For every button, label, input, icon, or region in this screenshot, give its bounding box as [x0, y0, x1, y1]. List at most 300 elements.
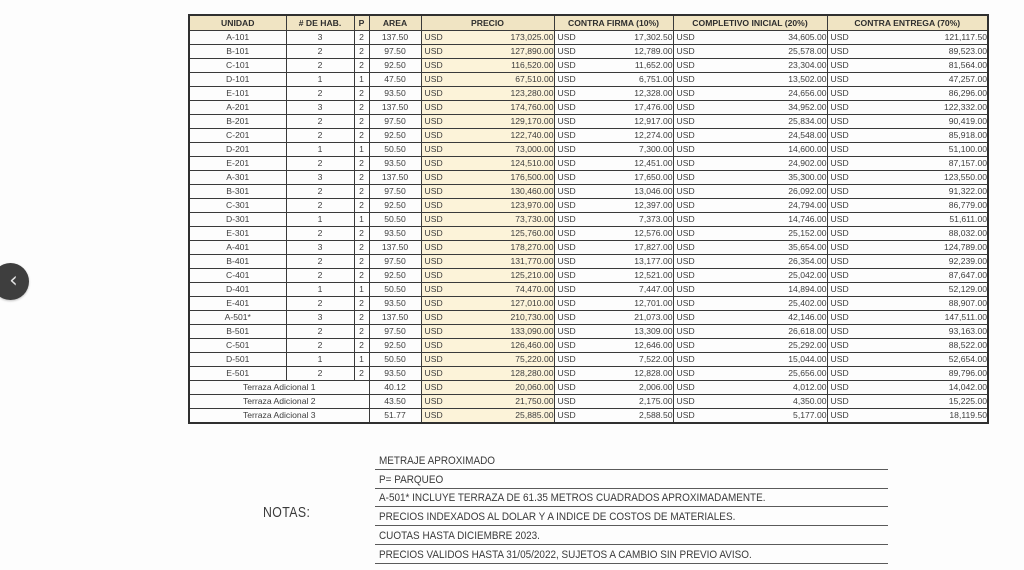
cell-completivo-inicial	[673, 311, 827, 325]
currency-label: USD	[424, 242, 443, 252]
currency-label: USD	[676, 102, 695, 112]
currency-label: USD	[424, 186, 443, 196]
cell-area: 50.50	[369, 213, 421, 227]
amount-value: 2,588.50	[639, 410, 673, 420]
cell-precio	[421, 73, 554, 87]
cell-contra-firma	[554, 213, 673, 227]
currency-label: USD	[424, 312, 443, 322]
currency-label: USD	[830, 284, 849, 294]
cell-contra-entrega	[827, 129, 988, 143]
cell-completivo-inicial	[673, 157, 827, 171]
cell-parqueo: 1	[354, 283, 369, 297]
cell-parqueo: 1	[354, 73, 369, 87]
cell-contra-entrega	[827, 31, 988, 45]
amount-value: 35,300.00	[788, 172, 827, 182]
cell-contra-firma	[554, 199, 673, 213]
cell-hab: 3	[286, 311, 354, 325]
cell-contra-firma	[554, 283, 673, 297]
cell-area: 43.50	[369, 395, 421, 409]
currency-label: USD	[557, 242, 576, 252]
cell-completivo-inicial	[673, 199, 827, 213]
amount-value: 127,010.00	[510, 298, 554, 308]
currency-label: USD	[830, 32, 849, 42]
cell-area: 92.50	[369, 129, 421, 143]
carousel-prev-button[interactable]	[0, 263, 29, 300]
cell-parqueo: 2	[354, 185, 369, 199]
amount-value: 14,600.00	[788, 144, 827, 154]
amount-value: 75,220.00	[515, 354, 554, 364]
currency-label: USD	[830, 74, 849, 84]
header-row	[189, 15, 988, 31]
cell-hab: 2	[286, 339, 354, 353]
cell-parqueo: 2	[354, 325, 369, 339]
currency-label: USD	[830, 88, 849, 98]
cell-area: 92.50	[369, 59, 421, 73]
cell-completivo-inicial	[673, 269, 827, 283]
currency-label: USD	[830, 256, 849, 266]
amount-value: 14,894.00	[788, 284, 827, 294]
table-row	[189, 59, 988, 73]
currency-label: USD	[676, 312, 695, 322]
cell-hab: 1	[286, 213, 354, 227]
currency-label: USD	[830, 214, 849, 224]
currency-label: USD	[424, 382, 443, 392]
currency-label: USD	[830, 46, 849, 56]
cell-contra-entrega	[827, 283, 988, 297]
cell-precio	[421, 129, 554, 143]
currency-label: USD	[676, 32, 695, 42]
amount-value: 4,012.00	[793, 382, 827, 392]
amount-value: 17,476.00	[634, 102, 673, 112]
cell-contra-firma	[554, 381, 673, 395]
cell-contra-firma	[554, 325, 673, 339]
note-text: METRAJE APROXIMADO	[379, 454, 496, 467]
cell-area: 50.50	[369, 353, 421, 367]
cell-contra-entrega	[827, 367, 988, 381]
cell-completivo-inicial	[673, 297, 827, 311]
cell-hab: 2	[286, 367, 354, 381]
currency-label: USD	[424, 228, 443, 238]
cell-area: 137.50	[369, 311, 421, 325]
table-row	[189, 339, 988, 353]
amount-value: 81,564.00	[948, 60, 987, 70]
cell-contra-firma	[554, 241, 673, 255]
amount-value: 42,146.00	[788, 312, 827, 322]
note-line	[375, 526, 888, 545]
cell-unidad: A-201	[189, 101, 286, 115]
cell-contra-entrega	[827, 101, 988, 115]
currency-label: USD	[676, 130, 695, 140]
cell-area: 93.50	[369, 87, 421, 101]
amount-value: 89,523.00	[948, 46, 987, 56]
amount-value: 52,129.00	[948, 284, 987, 294]
note-text: A-501* INCLUYE TERRAZA DE 61.35 METROS CUADRADOS APROXIMADAMENTE.	[379, 492, 766, 505]
amount-value: 174,760.00	[510, 102, 554, 112]
currency-label: USD	[557, 368, 576, 378]
cell-precio	[421, 367, 554, 381]
cell-area: 50.50	[369, 283, 421, 297]
table-row	[189, 325, 988, 339]
amount-value: 15,044.00	[788, 354, 827, 364]
currency-label: USD	[557, 88, 576, 98]
cell-unidad: B-301	[189, 185, 286, 199]
cell-hab: 3	[286, 171, 354, 185]
cell-area: 137.50	[369, 101, 421, 115]
amount-value: 67,510.00	[515, 74, 554, 84]
cell-area: 93.50	[369, 297, 421, 311]
currency-label: USD	[830, 410, 849, 420]
cell-completivo-inicial	[673, 143, 827, 157]
cell-parqueo: 2	[354, 31, 369, 45]
cell-completivo-inicial	[673, 115, 827, 129]
amount-value: 12,701.00	[634, 298, 673, 308]
amount-value: 13,177.00	[634, 256, 673, 266]
cell-precio	[421, 59, 554, 73]
note-line	[375, 451, 888, 470]
cell-area: 51.77	[369, 409, 421, 424]
amount-value: 20,060.00	[515, 382, 554, 392]
header-precio: PRECIO	[421, 15, 554, 31]
cell-hab: 2	[286, 59, 354, 73]
currency-label: USD	[557, 186, 576, 196]
currency-label: USD	[424, 116, 443, 126]
amount-value: 25,402.00	[788, 298, 827, 308]
cell-area: 97.50	[369, 185, 421, 199]
amount-value: 122,332.00	[943, 102, 987, 112]
note-line	[375, 545, 888, 564]
amount-value: 18,119.50	[949, 410, 987, 420]
cell-contra-firma	[554, 73, 673, 87]
amount-value: 24,902.00	[788, 158, 827, 168]
amount-value: 24,656.00	[788, 88, 827, 98]
currency-label: USD	[676, 214, 695, 224]
cell-unidad: E-401	[189, 297, 286, 311]
currency-label: USD	[557, 340, 576, 350]
cell-completivo-inicial	[673, 73, 827, 87]
currency-label: USD	[830, 158, 849, 168]
cell-contra-entrega	[827, 115, 988, 129]
amount-value: 123,970.00	[510, 200, 554, 210]
amount-value: 7,300.00	[639, 144, 673, 154]
currency-label: USD	[676, 382, 695, 392]
cell-hab: 2	[286, 227, 354, 241]
cell-area: 97.50	[369, 115, 421, 129]
currency-label: USD	[676, 256, 695, 266]
cell-unidad: C-501	[189, 339, 286, 353]
cell-hab: 2	[286, 269, 354, 283]
currency-label: USD	[424, 298, 443, 308]
amount-value: 123,550.00	[943, 172, 987, 182]
cell-contra-entrega	[827, 87, 988, 101]
amount-value: 210,730.00	[510, 312, 554, 322]
cell-unidad: B-201	[189, 115, 286, 129]
currency-label: USD	[676, 284, 695, 294]
amount-value: 35,654.00	[788, 242, 827, 252]
cell-hab: 1	[286, 353, 354, 367]
currency-label: USD	[830, 270, 849, 280]
cell-area: 137.50	[369, 31, 421, 45]
table-row	[189, 395, 988, 409]
cell-hab: 2	[286, 185, 354, 199]
amount-value: 124,510.00	[510, 158, 554, 168]
cell-parqueo: 2	[354, 129, 369, 143]
cell-area: 92.50	[369, 269, 421, 283]
cell-precio	[421, 339, 554, 353]
cell-contra-entrega	[827, 45, 988, 59]
currency-label: USD	[676, 158, 695, 168]
amount-value: 15,225.00	[948, 396, 987, 406]
currency-label: USD	[424, 214, 443, 224]
cell-parqueo: 2	[354, 101, 369, 115]
cell-precio	[421, 241, 554, 255]
cell-contra-firma	[554, 297, 673, 311]
cell-completivo-inicial	[673, 59, 827, 73]
amount-value: 12,789.00	[634, 46, 673, 56]
cell-area: 92.50	[369, 199, 421, 213]
currency-label: USD	[557, 326, 576, 336]
cell-contra-firma	[554, 101, 673, 115]
table-row	[189, 171, 988, 185]
currency-label: USD	[557, 228, 576, 238]
cell-area: 137.50	[369, 171, 421, 185]
currency-label: USD	[424, 270, 443, 280]
amount-value: 125,210.00	[510, 270, 554, 280]
cell-contra-firma	[554, 115, 673, 129]
amount-value: 12,397.00	[634, 200, 673, 210]
cell-completivo-inicial	[673, 381, 827, 395]
cell-unidad: A-401	[189, 241, 286, 255]
cell-contra-entrega	[827, 241, 988, 255]
cell-unidad: D-301	[189, 213, 286, 227]
cell-unidad: A-101	[189, 31, 286, 45]
cell-hab: 2	[286, 255, 354, 269]
amount-value: 26,618.00	[788, 326, 827, 336]
currency-label: USD	[676, 242, 695, 252]
currency-label: USD	[424, 200, 443, 210]
header-area: AREA	[369, 15, 421, 31]
table-row	[189, 185, 988, 199]
cell-contra-firma	[554, 311, 673, 325]
cell-precio	[421, 297, 554, 311]
cell-parqueo: 1	[354, 353, 369, 367]
cell-precio	[421, 87, 554, 101]
cell-contra-entrega	[827, 143, 988, 157]
currency-label: USD	[830, 354, 849, 364]
amount-value: 2,175.00	[639, 396, 673, 406]
cell-area: 137.50	[369, 241, 421, 255]
cell-unidad: C-301	[189, 199, 286, 213]
cell-unidad: E-101	[189, 87, 286, 101]
amount-value: 25,885.00	[515, 410, 554, 420]
currency-label: USD	[424, 102, 443, 112]
amount-value: 51,100.00	[948, 144, 987, 154]
cell-parqueo: 2	[354, 87, 369, 101]
cell-hab: 2	[286, 297, 354, 311]
cell-precio	[421, 283, 554, 297]
cell-contra-firma	[554, 143, 673, 157]
cell-contra-firma	[554, 339, 673, 353]
currency-label: USD	[424, 88, 443, 98]
cell-parqueo: 2	[354, 157, 369, 171]
currency-label: USD	[830, 102, 849, 112]
price-table	[188, 14, 989, 424]
header-contra-firma: CONTRA FIRMA (10%)	[554, 15, 673, 31]
table-row	[189, 213, 988, 227]
amount-value: 12,521.00	[634, 270, 673, 280]
currency-label: USD	[676, 326, 695, 336]
cell-hab: 2	[286, 129, 354, 143]
amount-value: 14,746.00	[788, 214, 827, 224]
table-row	[189, 31, 988, 45]
notes-label: NOTAS:	[263, 504, 311, 521]
header-hab: # DE HAB.	[286, 15, 354, 31]
currency-label: USD	[557, 172, 576, 182]
cell-parqueo: 2	[354, 339, 369, 353]
amount-value: 14,042.00	[948, 382, 987, 392]
amount-value: 125,760.00	[510, 228, 554, 238]
table-row	[189, 73, 988, 87]
table-row	[189, 87, 988, 101]
cell-hab: 3	[286, 101, 354, 115]
cell-completivo-inicial	[673, 395, 827, 409]
notes-list	[375, 451, 888, 564]
amount-value: 91,322.00	[948, 186, 987, 196]
amount-value: 26,354.00	[788, 256, 827, 266]
currency-label: USD	[557, 214, 576, 224]
cell-contra-firma	[554, 31, 673, 45]
amount-value: 12,646.00	[634, 340, 673, 350]
amount-value: 23,304.00	[788, 60, 827, 70]
amount-value: 173,025.00	[510, 32, 554, 42]
currency-label: USD	[676, 340, 695, 350]
amount-value: 7,522.00	[639, 354, 673, 364]
cell-area: 50.50	[369, 143, 421, 157]
table-row	[189, 269, 988, 283]
amount-value: 34,605.00	[788, 32, 827, 42]
cell-contra-firma	[554, 59, 673, 73]
amount-value: 47,257.00	[948, 74, 987, 84]
amount-value: 74,470.00	[515, 284, 554, 294]
cell-parqueo: 2	[354, 115, 369, 129]
currency-label: USD	[557, 354, 576, 364]
amount-value: 25,152.00	[788, 228, 827, 238]
table-row	[189, 199, 988, 213]
currency-label: USD	[424, 340, 443, 350]
currency-label: USD	[830, 312, 849, 322]
amount-value: 25,656.00	[788, 368, 827, 378]
cell-unidad: Terraza Adicional 3	[189, 409, 369, 424]
header-contra-entrega: CONTRA ENTREGA (70%)	[827, 15, 988, 31]
cell-hab: 3	[286, 31, 354, 45]
header-unidad: UNIDAD	[189, 15, 286, 31]
cell-contra-firma	[554, 395, 673, 409]
amount-value: 21,750.00	[515, 396, 554, 406]
amount-value: 2,006.00	[639, 382, 673, 392]
table-row	[189, 157, 988, 171]
cell-contra-firma	[554, 45, 673, 59]
currency-label: USD	[557, 46, 576, 56]
currency-label: USD	[676, 410, 695, 420]
cell-completivo-inicial	[673, 283, 827, 297]
amount-value: 122,740.00	[510, 130, 554, 140]
currency-label: USD	[830, 130, 849, 140]
cell-contra-firma	[554, 269, 673, 283]
cell-area: 93.50	[369, 157, 421, 171]
amount-value: 86,296.00	[948, 88, 987, 98]
cell-completivo-inicial	[673, 241, 827, 255]
cell-hab: 2	[286, 115, 354, 129]
currency-label: USD	[557, 410, 576, 420]
cell-contra-entrega	[827, 73, 988, 87]
cell-completivo-inicial	[673, 353, 827, 367]
cell-contra-firma	[554, 185, 673, 199]
amount-value: 25,292.00	[788, 340, 827, 350]
currency-label: USD	[830, 326, 849, 336]
amount-value: 5,177.00	[793, 410, 827, 420]
cell-contra-entrega	[827, 171, 988, 185]
currency-label: USD	[557, 298, 576, 308]
amount-value: 124,789.00	[943, 242, 987, 252]
currency-label: USD	[676, 60, 695, 70]
amount-value: 93,163.00	[948, 326, 987, 336]
cell-contra-firma	[554, 227, 673, 241]
amount-value: 4,350.00	[793, 396, 827, 406]
cell-contra-entrega	[827, 199, 988, 213]
cell-contra-entrega	[827, 297, 988, 311]
cell-completivo-inicial	[673, 87, 827, 101]
cell-parqueo: 2	[354, 171, 369, 185]
cell-unidad: Terraza Adicional 2	[189, 395, 369, 409]
cell-unidad: B-501	[189, 325, 286, 339]
amount-value: 85,918.00	[948, 130, 987, 140]
cell-precio	[421, 171, 554, 185]
currency-label: USD	[676, 88, 695, 98]
currency-label: USD	[676, 354, 695, 364]
currency-label: USD	[830, 60, 849, 70]
amount-value: 88,522.00	[948, 340, 987, 350]
currency-label: USD	[557, 312, 576, 322]
table-row	[189, 297, 988, 311]
table-row	[189, 227, 988, 241]
amount-value: 24,548.00	[788, 130, 827, 140]
cell-contra-entrega	[827, 59, 988, 73]
currency-label: USD	[676, 116, 695, 126]
cell-contra-firma	[554, 409, 673, 424]
cell-precio	[421, 31, 554, 45]
amount-value: 92,239.00	[948, 256, 987, 266]
amount-value: 34,952.00	[788, 102, 827, 112]
currency-label: USD	[676, 200, 695, 210]
amount-value: 12,828.00	[634, 368, 673, 378]
cell-contra-entrega	[827, 213, 988, 227]
cell-completivo-inicial	[673, 255, 827, 269]
currency-label: USD	[676, 46, 695, 56]
currency-label: USD	[557, 284, 576, 294]
cell-precio	[421, 353, 554, 367]
currency-label: USD	[557, 158, 576, 168]
table-row	[189, 241, 988, 255]
cell-contra-entrega	[827, 395, 988, 409]
cell-precio	[421, 409, 554, 424]
cell-area: 97.50	[369, 45, 421, 59]
cell-precio	[421, 381, 554, 395]
cell-precio	[421, 199, 554, 213]
currency-label: USD	[424, 284, 443, 294]
currency-label: USD	[830, 368, 849, 378]
currency-label: USD	[424, 326, 443, 336]
currency-label: USD	[830, 172, 849, 182]
cell-hab: 1	[286, 143, 354, 157]
